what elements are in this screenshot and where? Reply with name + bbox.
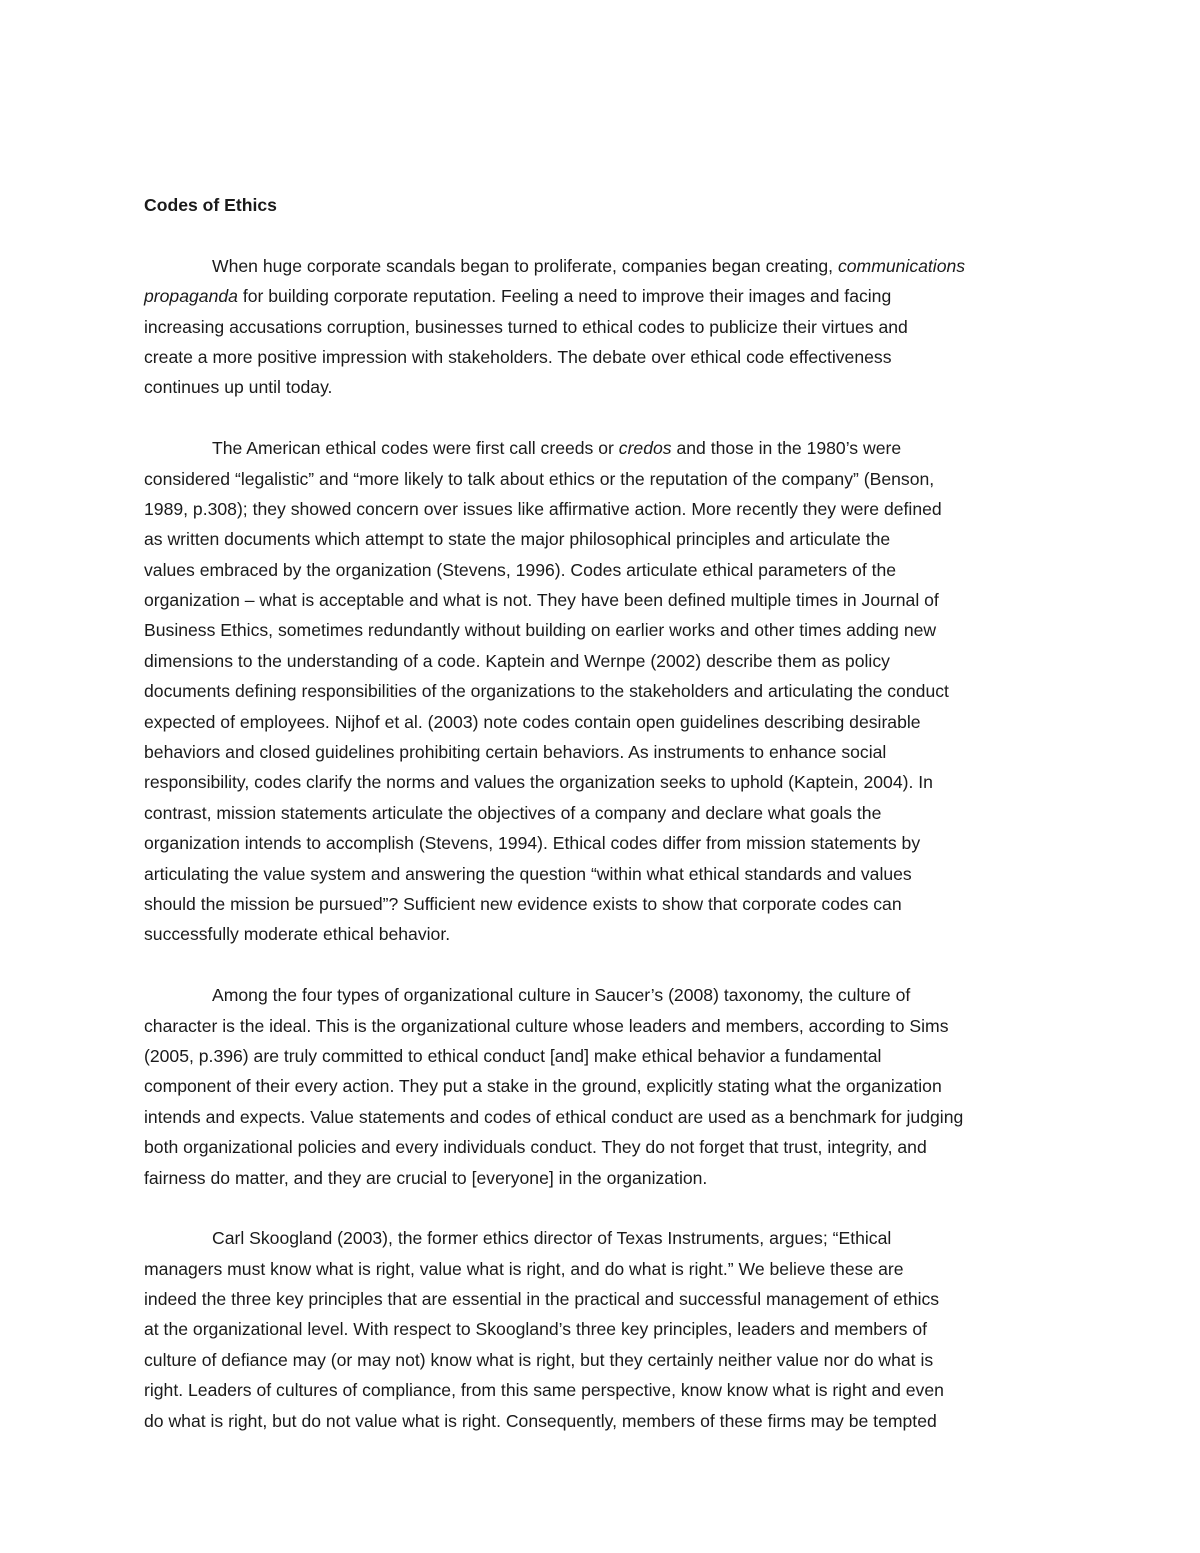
paragraph-line: both organizational policies and every individuals conduct. They do not forget that trust, integrity, and <box>144 1137 927 1158</box>
paragraph-line: indeed the three key principles that are essential in the practical and successful management of ethics <box>144 1289 940 1310</box>
paragraph-line: values embraced by the organization (Stevens, 1996). Codes articulate ethical parameters of the <box>144 559 897 580</box>
paragraph-line: responsibility, codes clarify the norms and values the organization seeks to uphold (Kaptein, 2004). In <box>144 772 933 793</box>
italic-term: communications <box>837 255 966 276</box>
paragraph-line: at the organizational level. With respect to Skoogland’s three key principles, leaders and members of <box>144 1319 928 1340</box>
paragraph-line: expected of employees. Nijhof et al. (2003) note codes contain open guidelines describing desirable <box>144 711 921 732</box>
paragraph-line: dimensions to the understanding of a code. Kaptein and Wernpe (2002) describe them as policy <box>144 650 890 671</box>
paragraph-line: (2005, p.396) are truly committed to ethical conduct [and] make ethical behavior a fundamental <box>144 1045 882 1066</box>
paragraph-line: behaviors and closed guidelines prohibiting certain behaviors. As instruments to enhance social <box>144 742 887 763</box>
paragraph-line: fairness do matter, and they are crucial to [everyone] in the organization. <box>144 1167 708 1188</box>
paragraph-spacer <box>144 1193 1066 1223</box>
body-paragraph <box>144 1223 1066 1436</box>
paragraph-line: increasing accusations corruption, businesses turned to ethical codes to publicize their virtues and <box>144 316 908 337</box>
title-spacer <box>144 220 1066 250</box>
paragraph-line: intends and expects. Value statements and codes of ethical conduct are used as a benchmark for judging <box>144 1106 964 1127</box>
paragraph-line: considered “legalistic” and “more likely to talk about ethics or the reputation of the company” (Benson, <box>144 468 935 489</box>
paragraph-line: Among the four types of organizational culture in Saucer’s (2008) taxonomy, the culture of <box>212 985 911 1006</box>
paragraph-line: propaganda for building corporate reputation. Feeling a need to improve their images and facing <box>144 286 892 307</box>
paragraph-line: Carl Skoogland (2003), the former ethics director of Texas Instruments, argues; “Ethical <box>212 1228 892 1249</box>
paragraph-line: organization intends to accomplish (Stevens, 1994). Ethical codes differ from mission statements by <box>144 833 921 854</box>
body-paragraph <box>144 980 1066 1193</box>
paragraph-line: managers must know what is right, value what is right, and do what is right.” We believe these are <box>144 1258 904 1279</box>
paragraph-line: component of their every action. They put a stake in the ground, explicitly stating what the organization <box>144 1076 942 1097</box>
body-paragraph <box>144 433 1066 950</box>
paragraph-line: 1989, p.308); they showed concern over issues like affirmative action. More recently they were defined <box>144 498 942 519</box>
paragraph-spacer <box>144 403 1066 433</box>
paragraph-line: When huge corporate scandals began to proliferate, companies began creating, communications <box>212 255 966 276</box>
paragraph-spacer <box>144 950 1066 980</box>
paragraph-line: character is the ideal. This is the organizational culture whose leaders and members, according to Sims <box>144 1015 949 1036</box>
paragraph-line: culture of defiance may (or may not) know what is right, but they certainly neither value nor do what is <box>144 1349 934 1370</box>
paragraph-line: create a more positive impression with stakeholders. The debate over ethical code effectiveness <box>144 346 892 367</box>
paragraphs-container <box>144 251 1066 1436</box>
paragraph-line: should the mission be pursued”? Sufficient new evidence exists to show that corporate codes can <box>144 893 902 914</box>
italic-term: propaganda <box>144 286 238 307</box>
paragraph-line: successfully moderate ethical behavior. <box>144 924 451 945</box>
paragraph-line: documents defining responsibilities of the organizations to the stakeholders and articulating the conduct <box>144 681 949 702</box>
paragraph-line: right. Leaders of cultures of compliance, from this same perspective, know know what is right and even <box>144 1380 944 1401</box>
paragraph-line: continues up until today. <box>144 377 333 398</box>
paragraph-line: articulating the value system and answering the question “within what ethical standards and values <box>144 863 912 884</box>
paragraph-line: as written documents which attempt to state the major philosophical principles and articulate the <box>144 529 891 550</box>
italic-term: credos <box>618 438 672 459</box>
paragraph-line: The American ethical codes were first call creeds or credos and those in the 1980’s were <box>212 438 902 459</box>
paragraph-line: Business Ethics, sometimes redundantly without building on earlier works and other times adding new <box>144 620 937 641</box>
paragraph-line: do what is right, but do not value what is right. Consequently, members of these firms may be tempted <box>144 1410 937 1431</box>
document-title: Codes of Ethics <box>144 195 277 215</box>
document-body <box>144 190 1066 1436</box>
paragraph-line: contrast, mission statements articulate the objectives of a company and declare what goals the <box>144 802 882 823</box>
paragraph-line: organization – what is acceptable and what is not. They have been defined multiple times in Journal of <box>144 590 939 611</box>
body-paragraph <box>144 251 1066 403</box>
